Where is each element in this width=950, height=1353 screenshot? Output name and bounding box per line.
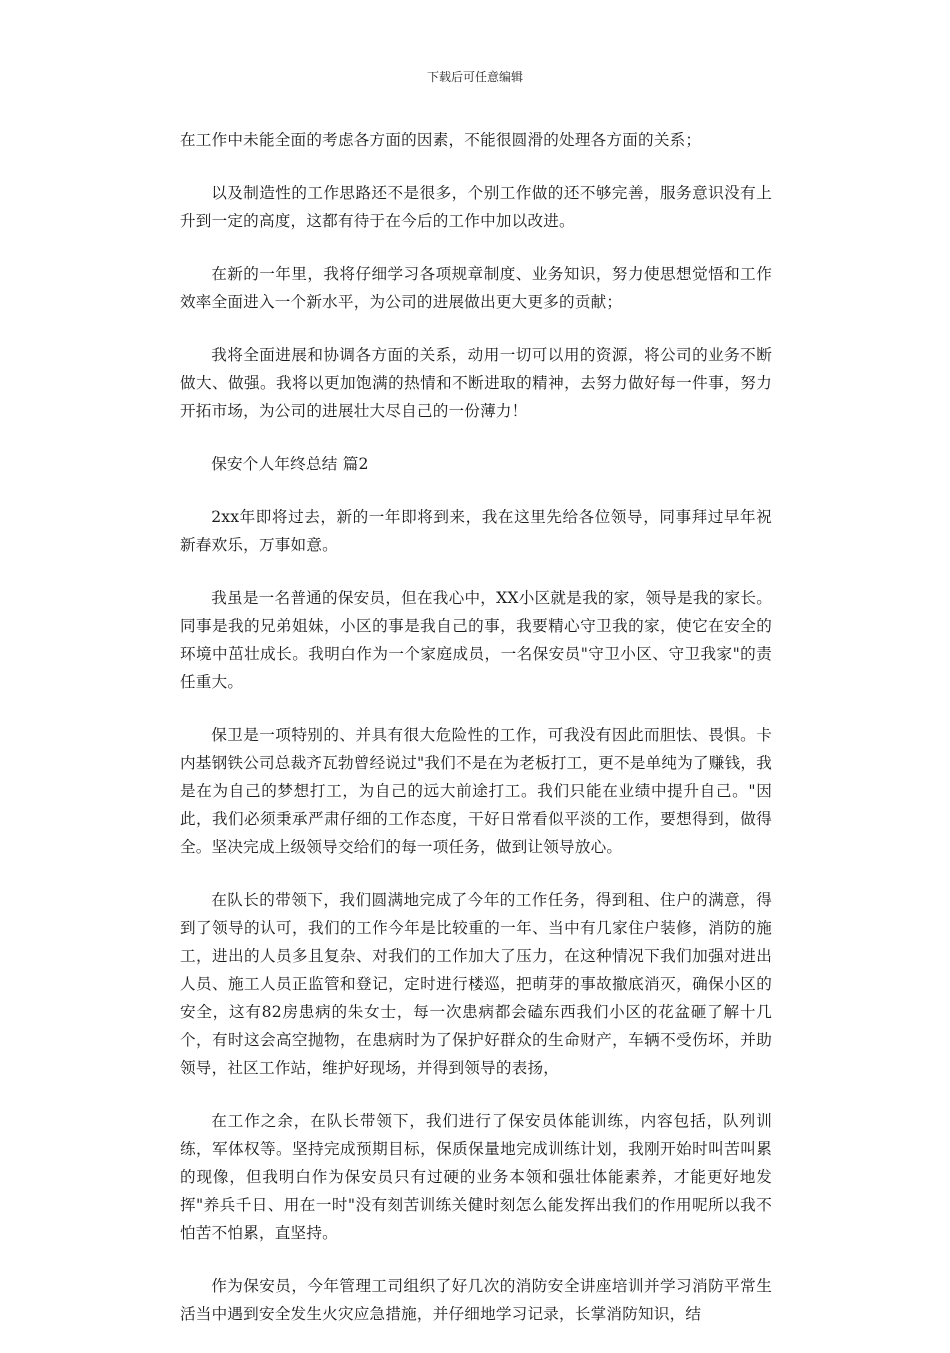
document-body (180, 126, 772, 1353)
paragraph: 2xx年即将过去，新的一年即将到来，我在这里先给各位领导，同事拜过早年祝新春欢乐，万事如意。 (180, 508, 772, 554)
paragraph: 作为保安员，今年管理工司组织了好几次的消防安全讲座培训并学习消防平常生活当中遇到安全发生火灾应急措施，并仔细地学习记录，长掌消防知识，结 (180, 1277, 772, 1323)
paragraph: 在队长的带领下，我们圆满地完成了今年的工作任务，得到租、住户的满意，得到了领导的认可，我们的工作今年是比较重的一年、当中有几家住户装修，消防的施工，进出的人员多且复杂、对我们的工作加大了压力，在这种情况下我们加强对进出人员、施工人员正监管和登记，定时进行楼巡，把萌芽的事故撤底消灭，确保小区的安全，这有82房患病的朱女士，每一次患病都会磕东西我们小区的花盆砸了解十几个，有时这会高空抛物，在患病时为了保护好群众的生命财产，车辆不受伤坏，并助领导，社区工作站，维护好现场，并得到领导的表扬， (180, 891, 772, 1077)
paragraph: 以及制造性的工作思路还不是很多，个别工作做的还不够完善，服务意识没有上升到一定的高度，这都有待于在今后的工作中加以改进。 (180, 184, 772, 230)
paragraph: 在新的一年里，我将仔细学习各项规章制度、业务知识，努力使思想觉悟和工作效率全面进入一个新水平，为公司的进展做出更大更多的贡献； (180, 265, 772, 311)
paragraph: 在工作中未能全面的考虑各方面的因素，不能很圆滑的处理各方面的关系； (180, 131, 702, 149)
header-note: 下载后可任意编辑 (426, 70, 523, 84)
paragraph: 我将全面进展和协调各方面的关系，动用一切可以用的资源，将公司的业务不断做大、做强。我将以更加饱满的热情和不断进取的精神，去努力做好每一件事，努力开拓市场，为公司的进展壮大尽自己的一份薄力！ (180, 346, 772, 420)
paragraph: 我虽是一名普通的保安员，但在我心中，XX小区就是我的家，领导是我的家长。同事是我的兄弟姐妹，小区的事是我自己的事，我要精心守卫我的家，使它在安全的环境中茁壮成长。我明白作为一个家庭成员，一名保安员"守卫小区、守卫我家"的责任重大。 (180, 589, 772, 691)
paragraph: 保卫是一项特别的、并具有很大危险性的工作，可我没有因此而胆怯、畏惧。卡内基钢铁公司总裁齐瓦勃曾经说过"我们不是在为老板打工，更不是单纯为了赚钱，我是在为自己的梦想打工，为自己的远大前途打工。我们只能在业绩中提升自己。"因此，我们必须秉承严肃仔细的工作态度，干好日常看似平淡的工作，要想得到，做得全。坚决完成上级领导交给们的每一项任务，做到让领导放心。 (180, 726, 772, 856)
section-heading: 保安个人年终总结 篇2 (211, 455, 369, 473)
paragraph: 在工作之余，在队长带领下，我们进行了保安员体能训练，内容包括，队列训练，军体权等。坚持完成预期目标，保质保量地完成训练计划，我刚开始时叫苦叫累的现像，但我明白作为保安员只有过硬的业务本领和强壮体能素养，才能更好地发挥"养兵千日、用在一时"没有刻苦训练关健时刻怎么能发挥出我们的作用呢所以我不怕苦不怕累，直坚持。 (180, 1112, 772, 1242)
